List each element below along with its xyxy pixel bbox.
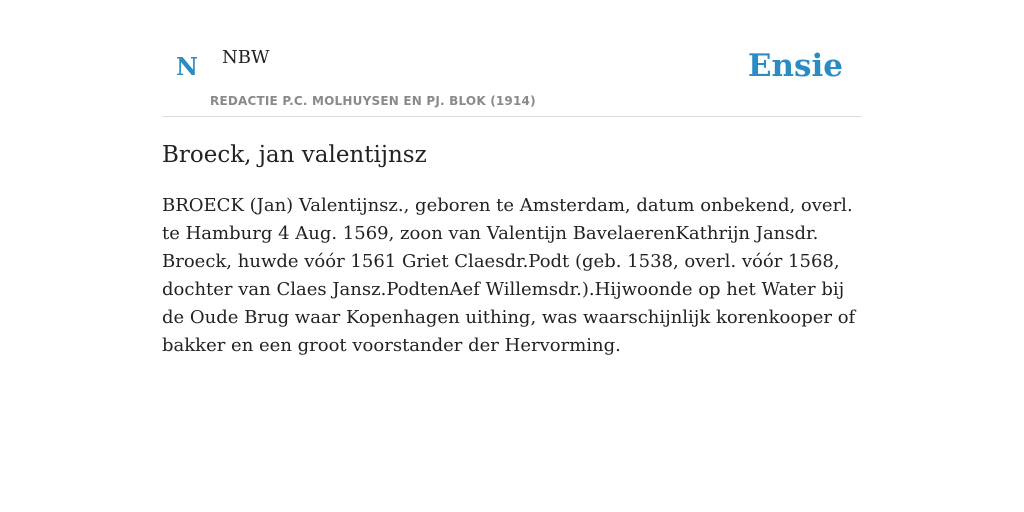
entry-title: Broeck, jan valentijnsz [162,142,427,168]
source-header [162,0,862,117]
entry-body-text: BROECK (Jan) Valentijnsz., geboren te Amsterdam, datum onbekend, overl. te Hamburg 4 Aug. 1569, zoon van Valentijn BavelaerenKathrijn Jansdr. Broeck, huwde vóór 1561 Griet Claesdr.Podt (geb. 1538, overl. vóór 1568, dochter van Claes Jansz.PodtenAef Willemsdr.).Hijwoonde op het Water bij de Oude Brug waar Kopenhagen uithing, was waarschijnlijk korenkooper of bakker en een groot voorstander der Hervorming. [162,195,856,356]
source-name: NBW [222,47,270,68]
source-subtitle: REDACTIE P.C. MOLHUYSEN EN PJ. BLOK (1914) [210,94,536,108]
source-logo-icon: N [176,52,198,81]
brand-logo-link[interactable]: Ensie [747,48,843,84]
